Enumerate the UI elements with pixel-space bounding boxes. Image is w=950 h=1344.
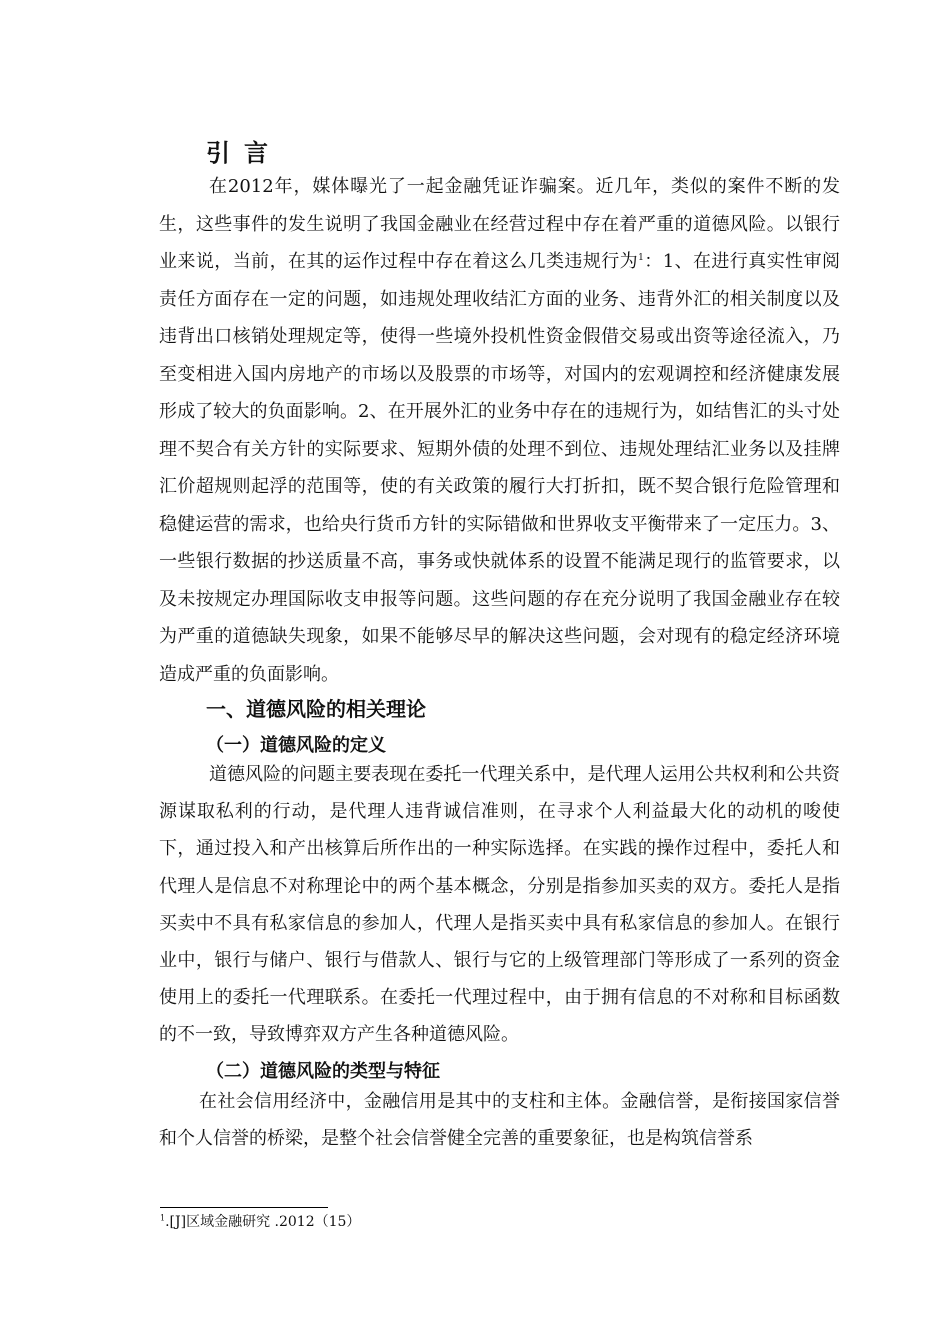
footnote	[160, 1211, 360, 1231]
footnote-text: .[J]区域金融研究 .2012（15）	[165, 1214, 361, 1230]
definition-paragraph: 道德风险的问题主要表现在委托一代理关系中，是代理人运用公共权利和公共资源谋取私利的行动，是代理人违背诚信准则，在寻求个人利益最大化的动机的唆使下，通过投入和产出核算后所作出的一种实际选择。在实践的操作过程中，委托人和代理人是信息不对称理论中的两个基本概念，分别是指参加买卖的双方。委托人是指买卖中不具有私家信息的参加人，代理人是指买卖中具有私家信息的参加人。在银行业中，银行与储户、银行与借款人、银行与它的上级管理部门等形成了一系列的资金使用上的委托一代理联系。在委托一代理过程中，由于拥有信息的不对称和目标函数的不一致，导致博弈双方产生各种道德风险。	[159, 764, 840, 1046]
footnote-divider	[160, 1207, 328, 1208]
types-paragraph: 在社会信用经济中，金融信用是其中的支柱和主体。金融信誉，是衔接国家信誉和个人信誉的桥梁，是整个社会信誉健全完善的重要象征，也是构筑信誉系	[159, 1091, 840, 1149]
subsection-heading-1: （一）道德风险的定义	[206, 735, 386, 756]
intro-paragraph	[159, 168, 840, 693]
footnote-reference[interactable]: 1	[638, 253, 644, 263]
intro-text-before-ref: 在2012年，媒体曝光了一起金融凭证诈骗案。近几年，类似的案件不断的发生，这些事件的发生说明了我国金融业在经营过程中存在着严重的道德风险。以银行业来说，当前，在其的运作过程中存在着这么几类违规行为	[159, 176, 840, 272]
subsection-heading-2: （二）道德风险的类型与特征	[206, 1061, 440, 1082]
intro-text-after-ref: ：1、在进行真实性审阅责任方面存在一定的问题，如违规处理收结汇方面的业务、违背外汇的相关制度以及违背出口核销处理规定等，使得一些境外投机性资金假借交易或出资等途径流入，乃至变相进入国内房地产的市场以及股票的市场等，对国内的宏观调控和经济健康发展形成了较大的负面影响。2、在开展外汇的业务中存在的违规行为，如结售汇的头寸处理不契合有关方针的实际要求、短期外债的处理不到位、违规处理结汇业务以及挂牌汇价超规则起浮的范围等，使的有关政策的履行大打折扣，既不契合银行危险管理和稳健运营的需求，也给央行货币方针的实际错做和世界收支平衡带来了一定压力。3、一些银行数据的抄送质量不高，事务或快就体系的设置不能满足现行的监管要求，以及未按规定办理国际收支申报等问题。这些问题的存在充分说明了我国金融业存在较为严重的道德缺失现象，如果不能够尽早的解决这些问题，会对现有的稳定经济环境造成严重的负面影响。	[159, 251, 840, 685]
footnote-marker: 1	[160, 1213, 166, 1223]
section-heading-1: 一、道德风险的相关理论	[206, 697, 426, 721]
page-heading: 引言	[206, 139, 282, 167]
